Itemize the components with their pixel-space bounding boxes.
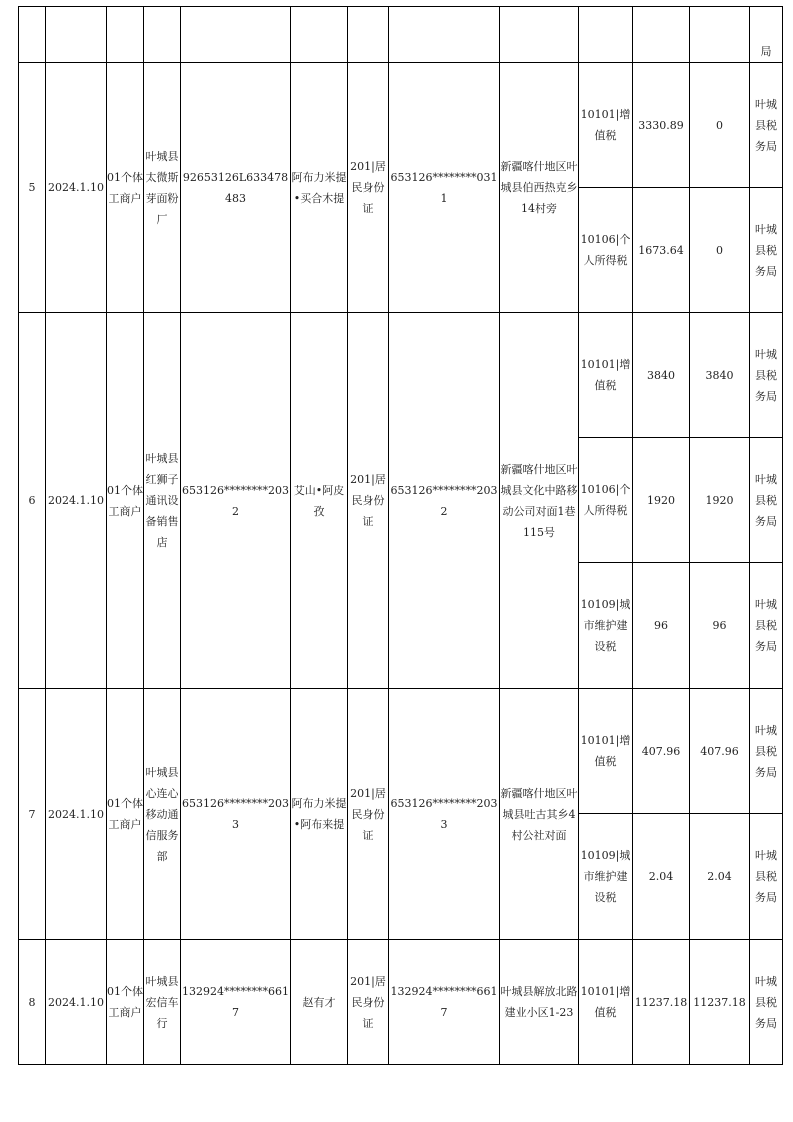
tax-paid: 1920 [690,438,750,563]
tax-amount: 3330.89 [633,63,690,188]
tax-paid: 0 [690,188,750,313]
cell-empty [46,7,107,63]
cell-empty [291,7,348,63]
business-address: 新疆喀什地区叶城县伯西热克乡14村旁 [500,63,579,313]
taxpayer-code: 653126********2032 [181,313,291,689]
cell-empty [500,7,579,63]
record-number: 5 [19,63,46,313]
cell-empty [144,7,181,63]
tax-authority: 叶城县税务局 [750,940,783,1065]
legal-person: 阿布力米提•阿布来提 [291,689,348,940]
legal-person: 赵有才 [291,940,348,1065]
cell-empty [633,7,690,63]
cell-empty [389,7,500,63]
tax-authority: 叶城县税务局 [750,563,783,689]
record-number: 6 [19,313,46,689]
id-type: 201|居民身份证 [348,63,389,313]
cell-empty [348,7,389,63]
id-number: 653126********0311 [389,63,500,313]
taxpayer-name: 叶城县宏信车行 [144,940,181,1065]
tax-type: 10101|增值税 [579,63,633,188]
tax-type: 10101|增值税 [579,940,633,1065]
legal-person: 阿布力米提•买合木提 [291,63,348,313]
business-address: 新疆喀什地区叶城县文化中路移动公司对面1巷115号 [500,313,579,689]
tax-type: 10109|城市维护建设税 [579,563,633,689]
cell-empty [579,7,633,63]
tax-authority: 叶城县税务局 [750,188,783,313]
taxpayer-name: 叶城县心连心移动通信服务部 [144,689,181,940]
taxpayer-type: 01个体工商户 [107,63,144,313]
cell-empty [107,7,144,63]
taxpayer-code: 92653126L633478483 [181,63,291,313]
taxpayer-code: 653126********2033 [181,689,291,940]
cell-empty [19,7,46,63]
taxpayer-type: 01个体工商户 [107,313,144,689]
tax-authority: 叶城县税务局 [750,814,783,940]
record-date: 2024.1.10 [46,63,107,313]
tax-amount: 3840 [633,313,690,438]
business-address: 叶城县解放北路建业小区1-23 [500,940,579,1065]
tax-paid: 407.96 [690,689,750,814]
legal-person: 艾山•阿皮孜 [291,313,348,689]
taxpayer-name: 叶城县太微斯芽面粉厂 [144,63,181,313]
taxpayer-type: 01个体工商户 [107,940,144,1065]
id-type: 201|居民身份证 [348,689,389,940]
tax-authority: 叶城县税务局 [750,313,783,438]
table-row [19,63,783,188]
tax-authority: 叶城县税务局 [750,689,783,814]
tax-paid: 96 [690,563,750,689]
tax-type: 10106|个人所得税 [579,438,633,563]
tax-amount: 11237.18 [633,940,690,1065]
tax-type: 10106|个人所得税 [579,188,633,313]
business-address: 新疆喀什地区叶城县吐古其乡4村公社对面 [500,689,579,940]
record-date: 2024.1.10 [46,313,107,689]
tax-authority: 叶城县税务局 [750,438,783,563]
cell-empty [181,7,291,63]
tax-paid: 11237.18 [690,940,750,1065]
taxpayer-name: 叶城县红狮子通讯设备销售店 [144,313,181,689]
tax-authority: 叶城县税务局 [750,63,783,188]
record-number: 7 [19,689,46,940]
cell-empty [690,7,750,63]
table-row [19,7,783,63]
id-number: 653126********2033 [389,689,500,940]
record-date: 2024.1.10 [46,940,107,1065]
tax-type: 10101|增值税 [579,313,633,438]
id-number: 653126********2032 [389,313,500,689]
id-number: 132924********6617 [389,940,500,1065]
id-type: 201|居民身份证 [348,313,389,689]
record-date: 2024.1.10 [46,689,107,940]
table-row [19,940,783,1065]
taxpayer-type: 01个体工商户 [107,689,144,940]
tax-amount: 1673.64 [633,188,690,313]
tax-amount: 96 [633,563,690,689]
tax-type: 10101|增值税 [579,689,633,814]
tax-amount: 407.96 [633,689,690,814]
tax-type: 10109|城市维护建设税 [579,814,633,940]
tax-amount: 1920 [633,438,690,563]
id-type: 201|居民身份证 [348,940,389,1065]
tax-authority-cell: 局 [750,7,783,63]
tax-arrears-table [18,6,783,1065]
tax-paid: 0 [690,63,750,188]
record-number: 8 [19,940,46,1065]
tax-paid: 2.04 [690,814,750,940]
table-row [19,689,783,814]
tax-paid: 3840 [690,313,750,438]
taxpayer-code: 132924********6617 [181,940,291,1065]
table-row [19,313,783,438]
tax-amount: 2.04 [633,814,690,940]
